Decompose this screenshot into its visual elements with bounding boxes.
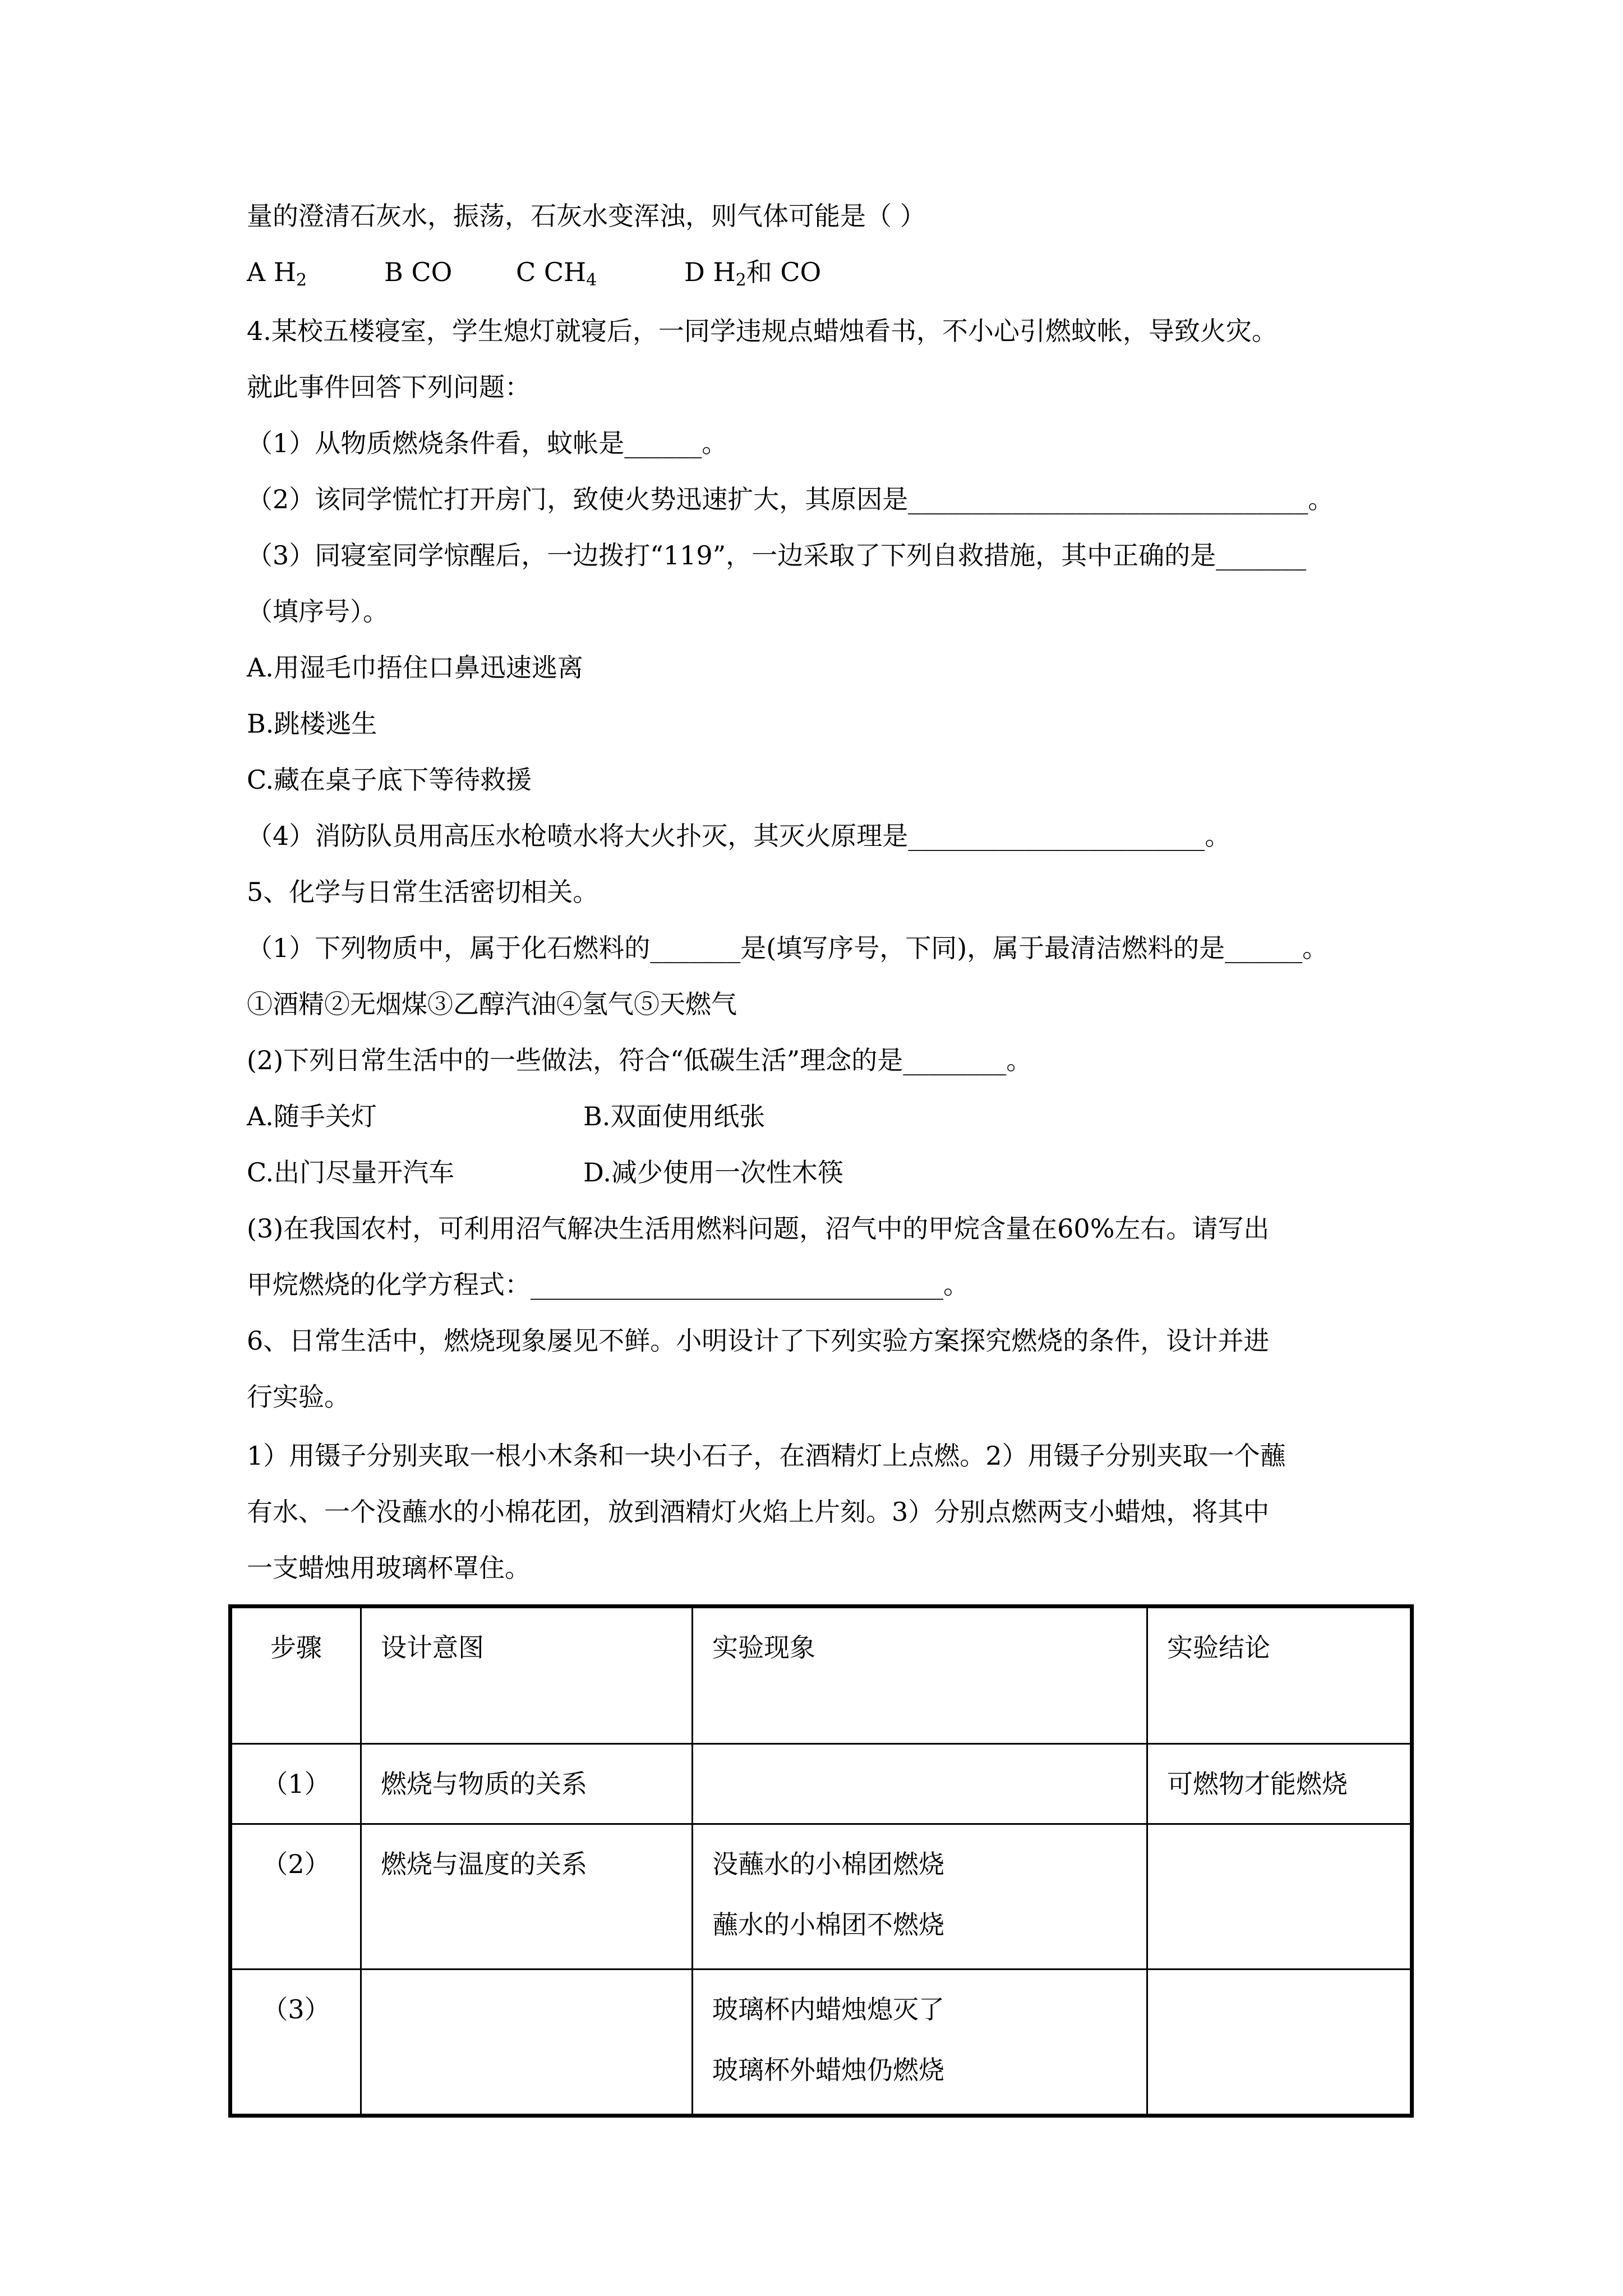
intent-cell: 燃烧与物质的关系 xyxy=(361,1744,693,1824)
q4-stem-line2: 就此事件回答下列问题： xyxy=(247,372,531,402)
q3-options xyxy=(247,255,821,289)
q5-part3-line1: (3)在我国农村，可利用沼气解决生活用燃料问题，沼气中的甲烷含量在60%左右。请写出 xyxy=(247,1213,1270,1244)
observation-cell xyxy=(693,1970,1147,2116)
q4-option-b: B.跳楼逃生 xyxy=(247,708,377,739)
q4-part1: （1）从物质燃烧条件看，蚊帐是______。 xyxy=(247,428,728,458)
observation-cell xyxy=(693,1824,1147,1970)
q6-stem-line2: 行实验。 xyxy=(247,1382,350,1412)
table-row xyxy=(230,1824,1412,1970)
q3-option-a: A $H_2$ xyxy=(247,257,307,290)
q6-desc-line1: 1）用镊子分别夹取一根小木条和一块小石子，在酒精灯上点燃。2）用镊子分别夹取一个蘸 xyxy=(247,1441,1286,1471)
q5-part1: （1）下列物质中，属于化石燃料的_______是(填写序号，下同)，属于最清洁燃料的是______。 xyxy=(247,933,1329,963)
q4-part3-line1: （3）同寝室同学惊醒后，一边拨打“119”，一边采取了下列自救措施，其中正确的是_______ xyxy=(247,540,1307,570)
q5-option-b: B.双面使用纸张 xyxy=(583,1101,766,1131)
q6-stem-line1: 6、日常生活中，燃烧现象屡见不鲜。小明设计了下列实验方案探究燃烧的条件，设计并进 xyxy=(247,1326,1270,1356)
q5-option-c: C.出门尽量开汽车 xyxy=(247,1157,455,1188)
q4-stem-line1: 4.某校五楼寝室，学生熄灯就寝后，一同学违规点蜡烛看书，不小心引燃蚊帐，导致火灾。 xyxy=(247,316,1278,346)
q5-stem: 5、化学与日常生活密切相关。 xyxy=(247,877,599,907)
intent-cell: 燃烧与温度的关系 xyxy=(361,1824,693,1970)
q3-stem-end: 量的澄清石灰水，振荡，石灰水变浑浊，则气体可能是（ ） xyxy=(247,201,926,231)
table-header-row xyxy=(230,1607,1412,1744)
conclusion-cell xyxy=(1147,1970,1412,2116)
q5-part2: (2)下列日常生活中的一些做法，符合“低碳生活”理念的是________。 xyxy=(247,1045,1032,1075)
q5-options-row2 xyxy=(247,1156,843,1189)
observation-line: 蘸水的小棉团不燃烧 xyxy=(712,1910,944,1940)
step-cell: （2） xyxy=(230,1824,361,1970)
q5-option-d: D.减少使用一次性木筷 xyxy=(583,1157,843,1188)
q3-option-b: B CO xyxy=(384,257,453,287)
q6-desc-line3: 一支蜡烛用玻璃杯罩住。 xyxy=(247,1553,531,1583)
table-row xyxy=(230,1970,1412,2116)
q4-option-c: C.藏在桌子底下等待救援 xyxy=(247,765,532,795)
step-cell: （1） xyxy=(230,1744,361,1824)
q4-part2: （2）该同学慌忙打开房门，致使火势迅速扩大，其原因是_______________________________。 xyxy=(247,484,1334,514)
q4-part4: （4）消防队员用高压水枪喷水将大火扑灭，其灭火原理是_______________________。 xyxy=(247,821,1231,851)
header-intent: 设计意图 xyxy=(361,1607,693,1744)
q3-option-c: C $CH_4$ xyxy=(516,257,597,290)
step-cell: （3） xyxy=(230,1970,361,2116)
q5-part1-items: ①酒精②无烟煤③乙醇汽油④氢气⑤天燃气 xyxy=(247,989,737,1019)
observation-cell xyxy=(693,1744,1147,1824)
conclusion-cell: 可燃物才能燃烧 xyxy=(1147,1744,1412,1824)
observation-line: 玻璃杯外蜡烛仍燃烧 xyxy=(712,2055,944,2085)
intent-cell xyxy=(361,1970,693,2116)
q4-option-a: A.用湿毛巾捂住口鼻迅速逃离 xyxy=(247,652,583,683)
q6-desc-line2: 有水、一个没蘸水的小棉花团，放到酒精灯火焰上片刻。3）分别点燃两支小蜡烛，将其中 xyxy=(247,1497,1270,1527)
header-step: 步骤 xyxy=(230,1607,361,1744)
header-conclusion: 实验结论 xyxy=(1147,1607,1412,1744)
observation-line: 玻璃杯内蜡烛熄灭了 xyxy=(712,1994,944,2024)
conclusion-cell xyxy=(1147,1824,1412,1970)
observation-line: 没蘸水的小棉团燃烧 xyxy=(712,1849,944,1879)
q5-part3-line2: 甲烷燃烧的化学方程式：________________________________。 xyxy=(247,1269,969,1300)
q3-option-d: D $H_2$和 CO xyxy=(684,257,822,290)
q5-options-row1 xyxy=(247,1099,765,1133)
q4-part3-line2: （填序号）。 xyxy=(247,596,389,627)
q5-option-a: A.随手关灯 xyxy=(247,1101,377,1131)
table-row xyxy=(230,1744,1412,1824)
experiment-table xyxy=(228,1604,1414,2118)
header-observation: 实验现象 xyxy=(693,1607,1147,1744)
